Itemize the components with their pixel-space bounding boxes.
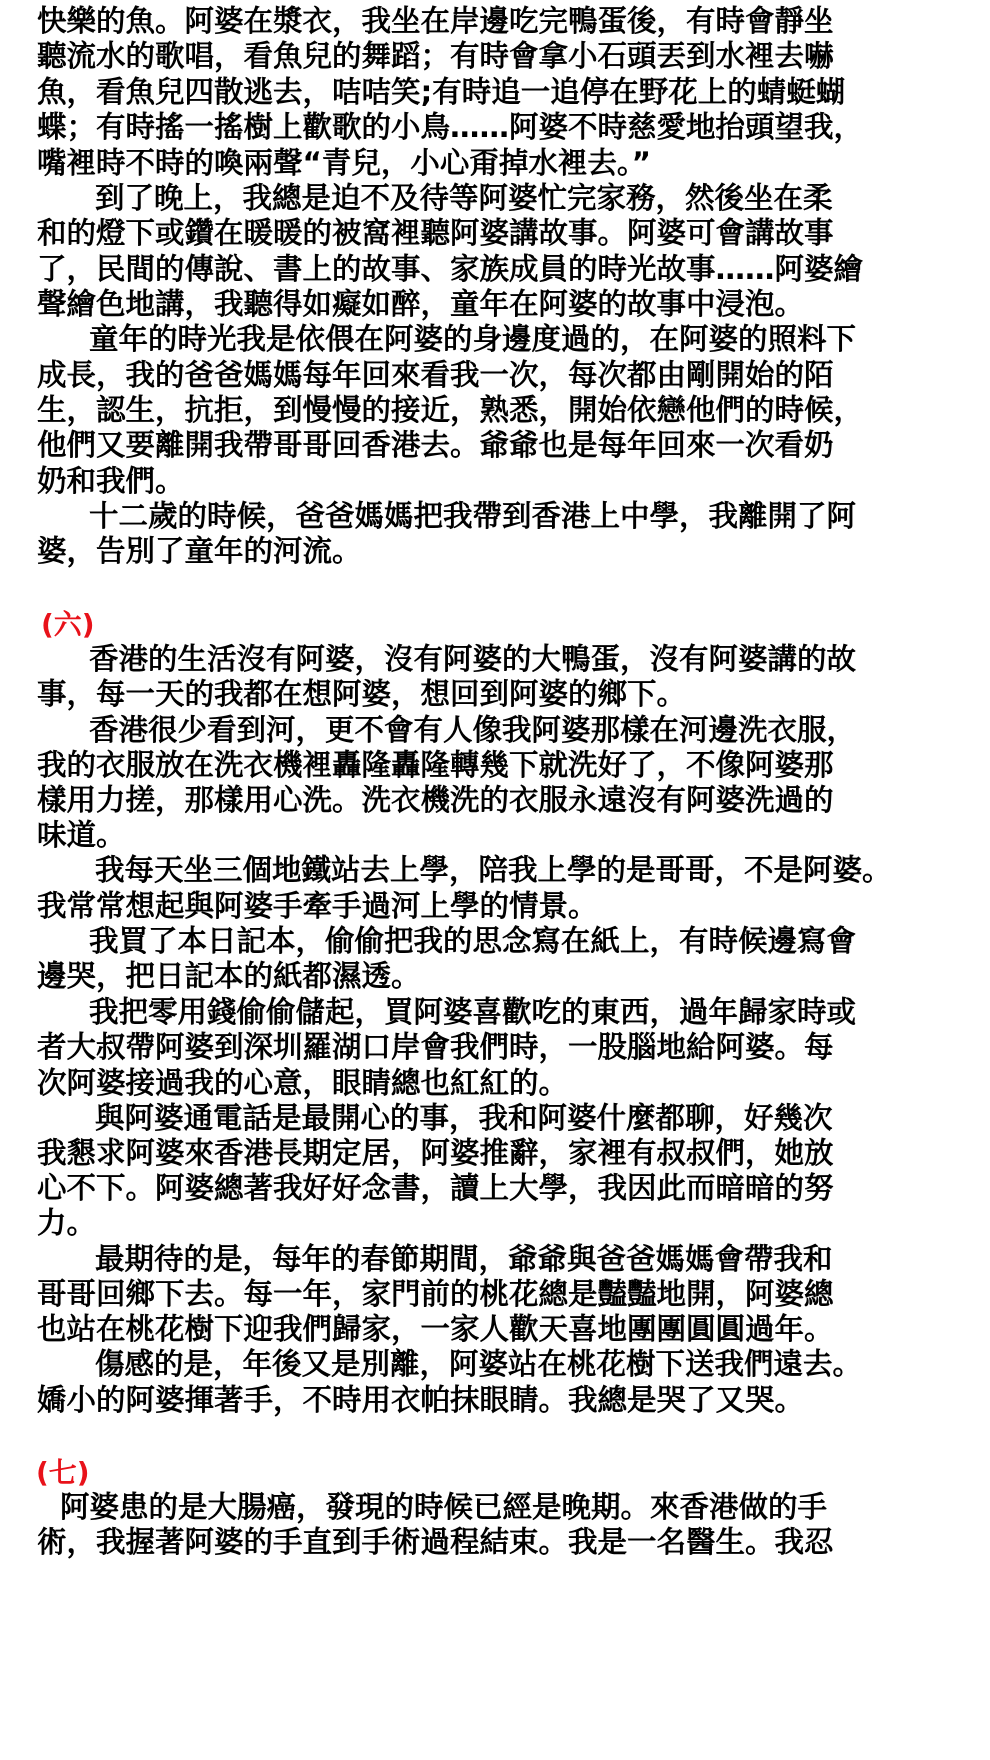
text-line: 童年的時光我是依偎在阿婆的身邊度過的，在阿婆的照料下	[89, 322, 857, 356]
text-line: 味道。	[37, 818, 126, 852]
text-line: 香港很少看到河，更不會有人像我阿婆那樣在河邊洗衣服，	[89, 713, 857, 747]
text-line: 我懇求阿婆來香港長期定居，阿婆推辭，家裡有叔叔們，她放	[37, 1136, 834, 1170]
text-line: 嘴裡時不時的喚兩聲“青兒，小心甭掉水裡去。”	[37, 146, 652, 180]
text-line: 我把零用錢偷偷儲起，買阿婆喜歡吃的東西，過年歸家時或	[89, 995, 857, 1029]
text-line: 力。	[37, 1206, 97, 1240]
text-line: 次阿婆接過我的心意，眼睛總也紅紅的。	[37, 1066, 569, 1100]
text-line: 快樂的魚。阿婆在漿衣，我坐在岸邊吃完鴨蛋後，有時會靜坐	[37, 4, 834, 38]
text-line: 成長，我的爸爸媽媽每年回來看我一次，每次都由剛開始的陌	[37, 358, 834, 392]
text-line: 了，民間的傳說、書上的故事、家族成員的時光故事……阿婆繪	[37, 252, 864, 286]
text-line: 也站在桃花樹下迎我們歸家，一家人歡天喜地團團圓圓過年。	[37, 1312, 834, 1346]
text-line: 和的燈下或鑽在暖暖的被窩裡聽阿婆講故事。阿婆可會講故事	[37, 216, 834, 250]
text-line: 與阿婆通電話是最開心的事，我和阿婆什麼都聊，好幾次	[95, 1101, 833, 1135]
text-line: 他們又要離開我帶哥哥回香港去。爺爺也是每年回來一次看奶	[37, 428, 834, 462]
text-line: 心不下。阿婆總著我好好念書，讀上大學，我因此而暗暗的努	[37, 1171, 834, 1205]
text-line: 到了晚上，我總是迫不及待等阿婆忙完家務，然後坐在柔	[95, 181, 833, 215]
text-line: 我的衣服放在洗衣機裡轟隆轟隆轉幾下就洗好了，不像阿婆那	[37, 748, 834, 782]
text-line: 蝶；有時搖一搖樹上歡歌的小鳥……阿婆不時慈愛地抬頭望我，	[37, 110, 864, 144]
text-line: 邊哭，把日記本的紙都濕透。	[37, 959, 421, 993]
text-line: 哥哥回鄉下去。每一年，家門前的桃花總是豔豔地開，阿婆總	[37, 1277, 834, 1311]
text-line: 聽流水的歌唱，看魚兒的舞蹈；有時會拿小石頭丟到水裡去嚇	[37, 39, 834, 73]
text-line: 阿婆患的是大腸癌，發現的時候已經是晚期。來香港做的手	[60, 1490, 828, 1524]
text-line: 嬌小的阿婆揮著手，不時用衣帕抹眼睛。我總是哭了又哭。	[37, 1383, 805, 1417]
text-line: 傷感的是，年後又是別離，阿婆站在桃花樹下送我們遠去。	[95, 1347, 863, 1381]
text-line: 術，我握著阿婆的手直到手術過程結束。我是一名醫生。我忍	[37, 1525, 834, 1559]
text-line: 最期待的是，每年的春節期間，爺爺與爸爸媽媽會帶我和	[95, 1242, 833, 1276]
text-line: 事，每一天的我都在想阿婆，想回到阿婆的鄉下。	[37, 677, 687, 711]
text-line: 奶和我們。	[37, 464, 185, 498]
section-heading-6: (六)	[41, 608, 95, 641]
text-line: 生，認生，抗拒，到慢慢的接近，熟悉，開始依戀他們的時候，	[37, 393, 864, 427]
text-line: 樣用力搓，那樣用心洗。洗衣機洗的衣服永遠沒有阿婆洗過的	[37, 783, 834, 817]
text-line: 聲繪色地講，我聽得如癡如醉，童年在阿婆的故事中浸泡。	[37, 287, 805, 321]
text-line: 我每天坐三個地鐵站去上學，陪我上學的是哥哥，不是阿婆。	[95, 853, 892, 887]
text-line: 我買了本日記本，偷偷把我的思念寫在紙上，有時候邊寫會	[89, 924, 857, 958]
text-line: 者大叔帶阿婆到深圳羅湖口岸會我們時，一股腦地給阿婆。每	[37, 1030, 834, 1064]
section-heading-7: (七)	[36, 1456, 90, 1489]
text-line: 香港的生活沒有阿婆，沒有阿婆的大鴨蛋，沒有阿婆講的故	[89, 642, 857, 676]
text-line: 我常常想起與阿婆手牽手過河上學的情景。	[37, 889, 598, 923]
text-line: 婆，告別了童年的河流。	[37, 534, 362, 568]
text-line: 魚，看魚兒四散逃去，咭咭笑;有時追一追停在野花上的蜻蜓蝴	[37, 75, 846, 109]
text-line: 十二歲的時候，爸爸媽媽把我帶到香港上中學，我離開了阿	[89, 499, 857, 533]
